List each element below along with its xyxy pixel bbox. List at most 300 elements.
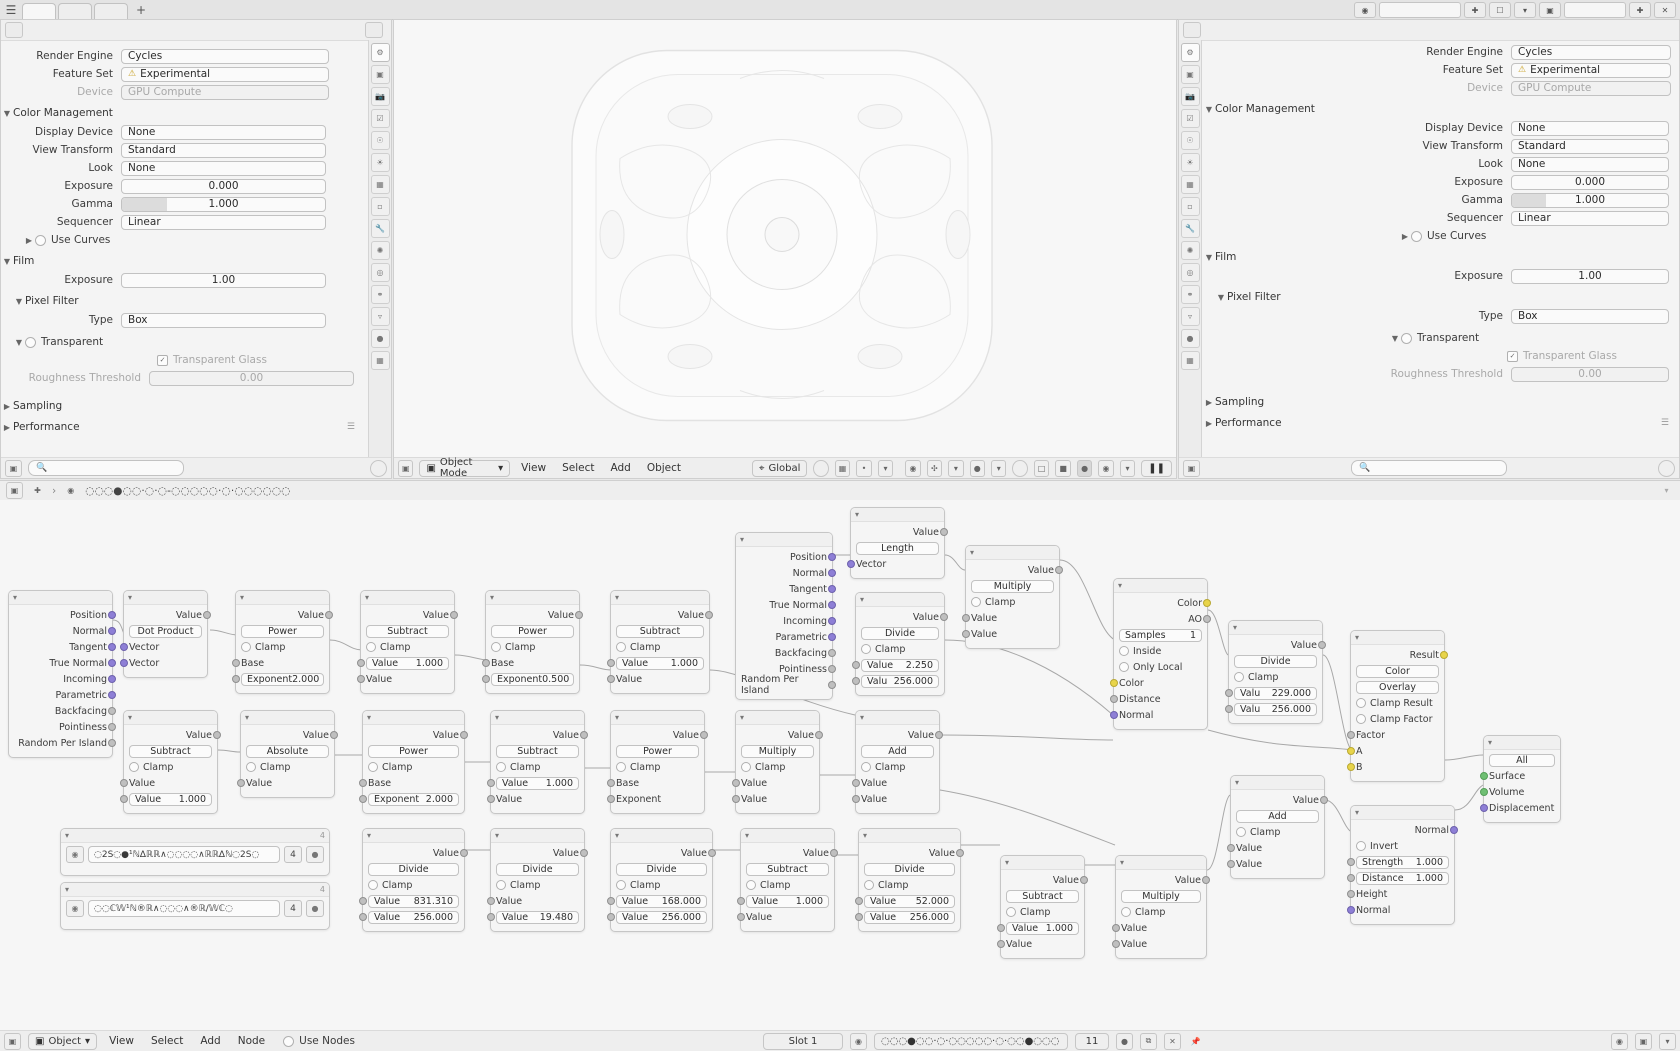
node-header[interactable]: ▾ [856, 593, 944, 607]
operation-dropdown[interactable]: Power [616, 745, 699, 758]
output-socket[interactable] [828, 633, 836, 641]
node-power-4[interactable] [610, 710, 705, 814]
tab-modifier-icon[interactable]: 🔧 [1181, 219, 1200, 238]
transparent-glass-row[interactable] [1203, 348, 1673, 364]
input-socket[interactable] [607, 897, 615, 905]
operation-dropdown[interactable]: Divide [864, 863, 955, 876]
menu-add[interactable]: Add [200, 1035, 221, 1047]
output-socket[interactable] [828, 585, 836, 593]
clamp-toggle[interactable] [746, 878, 829, 892]
properties-search-input[interactable]: 🔍 [1351, 460, 1507, 476]
node-subtract-6[interactable] [1000, 855, 1085, 959]
input-socket[interactable] [852, 677, 860, 685]
clamp-checkbox[interactable] [241, 642, 251, 652]
operation-dropdown[interactable]: Add [861, 745, 934, 758]
input-socket[interactable] [1225, 705, 1233, 713]
clamp-checkbox[interactable] [971, 597, 981, 607]
transparent-section[interactable] [1203, 330, 1673, 346]
transparent-checkbox[interactable] [25, 337, 36, 348]
input-socket[interactable] [1480, 804, 1488, 812]
strength-field[interactable] [1356, 856, 1449, 869]
only-local-checkbox[interactable] [1119, 662, 1129, 672]
clamp-checkbox[interactable] [616, 762, 626, 772]
clamp-toggle[interactable] [616, 878, 707, 892]
tab-view-layer-icon[interactable]: ☑ [1181, 109, 1200, 128]
output-socket[interactable] [708, 849, 716, 857]
tab-object-icon[interactable]: ▫ [1181, 197, 1200, 216]
node-header[interactable]: ▾ [611, 711, 704, 725]
node-power-3[interactable] [362, 710, 465, 814]
value-field[interactable] [496, 777, 579, 790]
exposure-slider[interactable] [1511, 175, 1669, 190]
node-absolute[interactable] [240, 710, 335, 798]
input-socket[interactable] [487, 913, 495, 921]
output-socket[interactable] [108, 707, 116, 715]
clamp-checkbox[interactable] [741, 762, 751, 772]
transparent-glass-checkbox[interactable]: ✓ [1507, 351, 1518, 362]
input-socket[interactable] [607, 659, 615, 667]
output-socket[interactable] [940, 528, 948, 536]
viewport-editor-type-icon[interactable]: ▣ [398, 460, 413, 477]
node-header[interactable]: ▾ [741, 829, 834, 843]
tab-material-icon[interactable]: ● [1181, 329, 1200, 348]
tab-tool-icon[interactable]: ⚙ [1181, 43, 1200, 62]
snap-target-icon[interactable]: ▦ [835, 460, 850, 477]
output-socket[interactable] [1318, 641, 1326, 649]
input-socket[interactable] [487, 779, 495, 787]
node-bump[interactable] [1350, 805, 1455, 925]
film-exposure-field[interactable]: 1.00 [121, 273, 326, 288]
node-header[interactable]: ▾ [1351, 631, 1444, 645]
tab-texture-icon[interactable]: ▦ [371, 351, 390, 370]
pause-render-button[interactable]: ❚❚ [1141, 460, 1172, 477]
performance-options-icon[interactable]: ☰ [1660, 418, 1669, 428]
input-socket[interactable] [1347, 763, 1355, 771]
menu-node[interactable]: Node [237, 1035, 266, 1047]
new-scene-icon[interactable]: ✚ [1464, 2, 1486, 18]
image-name-field[interactable]: ◌◌ℂ𝕎¹ℕ®ℝ∧◌◌◌∧®ℝ/𝕎ℂ◌ [88, 900, 280, 917]
value-field[interactable] [861, 659, 939, 672]
data-type-dropdown[interactable]: Color [1356, 665, 1439, 678]
fake-user-icon[interactable]: ● [1116, 1033, 1133, 1050]
input-socket[interactable] [482, 659, 490, 667]
output-socket[interactable] [828, 553, 836, 561]
pixel-filter-section[interactable] [1203, 289, 1673, 305]
output-socket[interactable] [940, 613, 948, 621]
snap-icon[interactable] [813, 460, 828, 477]
performance-section[interactable] [1203, 415, 1673, 431]
operation-dropdown[interactable]: Multiply [971, 580, 1054, 593]
clamp-checkbox[interactable] [861, 762, 871, 772]
use-curves-row[interactable] [1203, 228, 1673, 244]
node-header[interactable]: ▾ [1231, 776, 1324, 790]
node-multiply-3[interactable] [1115, 855, 1207, 959]
node-header[interactable]: ▾ 4 [61, 883, 329, 897]
output-socket[interactable] [450, 611, 458, 619]
input-socket[interactable] [737, 913, 745, 921]
node-add-2[interactable] [1230, 775, 1325, 879]
pin-icon[interactable]: 📌 [1190, 1036, 1201, 1046]
node-header[interactable]: ▾ [736, 711, 819, 725]
pixel-filter-type-dropdown[interactable]: Box [121, 313, 326, 328]
operation-dropdown[interactable]: Length [856, 542, 939, 555]
input-socket[interactable] [359, 913, 367, 921]
input-socket[interactable] [1480, 788, 1488, 796]
output-socket[interactable] [705, 611, 713, 619]
samples-field[interactable] [1119, 629, 1202, 642]
node-header[interactable]: ▾ [491, 711, 584, 725]
output-socket[interactable] [330, 731, 338, 739]
node-header[interactable]: ▾ [1229, 621, 1322, 635]
input-socket[interactable] [120, 659, 128, 667]
output-socket[interactable] [1450, 826, 1458, 834]
film-exposure-field[interactable]: 1.00 [1511, 269, 1669, 284]
clamp-checkbox[interactable] [491, 642, 501, 652]
add-node-icon[interactable]: ✚ [34, 486, 41, 495]
overlays-icon[interactable]: ● [970, 460, 985, 477]
output-socket[interactable] [935, 731, 943, 739]
node-subtract-1[interactable] [360, 590, 455, 694]
tab-constraints-icon[interactable]: ⚭ [371, 285, 390, 304]
clamp-toggle[interactable] [496, 878, 579, 892]
tab-material-icon[interactable]: ● [371, 329, 390, 348]
menu-add[interactable]: Add [610, 462, 631, 474]
clamp-checkbox[interactable] [616, 880, 626, 890]
input-socket[interactable] [855, 897, 863, 905]
node-header[interactable]: ▾ 4 [61, 829, 329, 843]
menu-select[interactable]: Select [562, 462, 595, 474]
color-management-section[interactable] [1, 105, 359, 121]
node-header[interactable]: ▾ [1116, 856, 1206, 870]
clamp-checkbox[interactable] [1236, 827, 1246, 837]
properties-options-icon[interactable] [370, 460, 387, 477]
node-header[interactable]: ▾ [486, 591, 579, 605]
output-socket[interactable] [1320, 796, 1328, 804]
input-socket[interactable] [855, 913, 863, 921]
output-socket[interactable] [108, 659, 116, 667]
overlay-options-icon[interactable]: ▾ [1659, 1033, 1676, 1050]
color-management-section[interactable] [1203, 101, 1673, 117]
clamp-checkbox[interactable] [1121, 907, 1131, 917]
output-socket[interactable] [828, 601, 836, 609]
input-socket[interactable] [1227, 860, 1235, 868]
node-image-texture-1[interactable] [60, 828, 330, 876]
input-socket[interactable] [1347, 906, 1355, 914]
output-socket[interactable] [828, 665, 836, 673]
shading-material-icon[interactable]: ● [1077, 460, 1092, 477]
clamp-factor-toggle[interactable] [1356, 712, 1439, 726]
input-socket[interactable] [997, 924, 1005, 932]
input-socket[interactable] [1110, 695, 1118, 703]
tab-texture-icon[interactable]: ▦ [1181, 351, 1200, 370]
input-socket[interactable] [359, 897, 367, 905]
output-socket[interactable] [108, 739, 116, 747]
clamp-toggle[interactable] [366, 640, 449, 654]
node-multiply-2[interactable] [735, 710, 820, 814]
inside-checkbox[interactable] [1119, 646, 1129, 656]
device-dropdown[interactable]: GPU Compute [121, 85, 329, 100]
node-header[interactable]: ▾ [363, 829, 464, 843]
shading-options-icon[interactable]: ▾ [1120, 460, 1135, 477]
proportional-edit-icon[interactable]: • [856, 460, 871, 477]
clamp-toggle[interactable] [861, 642, 939, 656]
sampling-section[interactable] [1203, 394, 1673, 410]
value-field[interactable] [1234, 687, 1317, 700]
clamp-toggle[interactable] [241, 640, 324, 654]
operation-dropdown[interactable]: Absolute [246, 745, 329, 758]
operation-dropdown[interactable]: Subtract [129, 745, 212, 758]
clamp-toggle[interactable] [1121, 905, 1201, 919]
only-local-toggle[interactable] [1119, 660, 1202, 674]
output-socket[interactable] [956, 849, 964, 857]
node-subtract-2[interactable] [610, 590, 710, 694]
clamp-toggle[interactable] [1236, 825, 1319, 839]
input-socket[interactable] [1347, 874, 1355, 882]
operation-dropdown[interactable]: Subtract [746, 863, 829, 876]
node-header[interactable]: ▾ [611, 829, 712, 843]
scroll-up-icon[interactable]: ▾ [1664, 486, 1669, 495]
input-socket[interactable] [607, 795, 615, 803]
editor-type-icon[interactable] [1183, 22, 1201, 38]
use-nodes-toggle[interactable] [283, 1033, 355, 1049]
input-socket[interactable] [1347, 747, 1355, 755]
input-socket[interactable] [232, 675, 240, 683]
input-socket[interactable] [487, 795, 495, 803]
input-socket[interactable] [357, 659, 365, 667]
editor-type-icon[interactable] [5, 22, 23, 38]
node-ambient-occlusion[interactable] [1113, 578, 1208, 730]
node-power-2[interactable] [485, 590, 580, 694]
node-header[interactable]: ▾ [9, 591, 112, 605]
workspace-tab-3[interactable] [94, 3, 128, 19]
remove-view-layer-icon[interactable]: ✕ [1654, 2, 1676, 18]
scene-field[interactable] [1379, 2, 1461, 18]
operation-dropdown[interactable]: Power [368, 745, 459, 758]
input-socket[interactable] [1480, 772, 1488, 780]
clamp-toggle[interactable] [368, 760, 459, 774]
node-geometry-mid[interactable] [735, 532, 833, 700]
tab-output-icon[interactable]: 📷 [1181, 87, 1200, 106]
distance-field[interactable] [1356, 872, 1449, 885]
view-transform-dropdown[interactable]: Standard [1511, 139, 1669, 154]
input-socket[interactable] [120, 643, 128, 651]
clamp-toggle[interactable] [129, 760, 212, 774]
exponent-field[interactable] [241, 673, 324, 686]
look-dropdown[interactable]: None [1511, 157, 1669, 172]
output-socket[interactable] [828, 617, 836, 625]
node-multiply-top[interactable] [965, 545, 1060, 649]
transparent-section[interactable] [1, 334, 359, 350]
operation-dropdown[interactable]: Divide [861, 627, 939, 640]
image-users-count[interactable]: 4 [284, 900, 302, 917]
tab-world-icon[interactable]: ☀ [1181, 153, 1200, 172]
use-nodes-checkbox[interactable] [283, 1036, 294, 1047]
output-socket[interactable] [203, 611, 211, 619]
inside-toggle[interactable] [1119, 644, 1202, 658]
menu-view[interactable]: View [521, 462, 547, 474]
node-canvas[interactable] [0, 500, 1680, 1031]
clamp-checkbox[interactable] [616, 642, 626, 652]
node-vector-length[interactable] [850, 507, 945, 579]
film-section[interactable] [1, 253, 359, 269]
tab-render-icon[interactable]: ▣ [1181, 65, 1200, 84]
operation-dropdown[interactable]: Add [1236, 810, 1319, 823]
editor-type-selector[interactable]: ▣ [5, 460, 22, 477]
output-socket[interactable] [1203, 599, 1211, 607]
output-socket[interactable] [108, 611, 116, 619]
input-socket[interactable] [852, 795, 860, 803]
clamp-checkbox[interactable] [496, 762, 506, 772]
menu-select[interactable]: Select [150, 1035, 184, 1047]
node-header[interactable]: ▾ [1001, 856, 1084, 870]
input-socket[interactable] [120, 795, 128, 803]
transparent-checkbox[interactable] [1401, 333, 1412, 344]
tab-modifier-icon[interactable]: 🔧 [371, 219, 390, 238]
operation-dropdown[interactable]: Dot Product [129, 625, 202, 638]
output-socket[interactable] [108, 723, 116, 731]
snap-node-icon[interactable]: ◉ [1611, 1033, 1628, 1050]
clamp-toggle[interactable] [368, 878, 459, 892]
input-socket[interactable] [1112, 940, 1120, 948]
output-socket[interactable] [325, 611, 333, 619]
view-layer-icon[interactable]: ▣ [1539, 2, 1561, 18]
shader-type-selector[interactable] [28, 1033, 97, 1050]
invert-checkbox[interactable] [1356, 841, 1366, 851]
clamp-checkbox[interactable] [368, 880, 378, 890]
node-divide-3[interactable] [362, 828, 465, 932]
node-header[interactable]: ▾ [124, 711, 217, 725]
node-divide-5[interactable] [610, 828, 713, 932]
clamp-toggle[interactable] [971, 595, 1054, 609]
visibility-icon[interactable]: ◉ [905, 460, 920, 477]
mode-selector[interactable] [419, 457, 510, 479]
invert-toggle[interactable] [1356, 839, 1449, 853]
clamp-checkbox[interactable] [746, 880, 756, 890]
render-engine-dropdown[interactable]: Cycles [121, 49, 329, 64]
node-divide-1[interactable] [855, 592, 945, 696]
pixel-filter-section[interactable] [1, 293, 359, 309]
transparent-glass-row[interactable] [1, 352, 359, 368]
workspace-tab-2[interactable] [58, 3, 92, 19]
node-header[interactable]: ▾ [1351, 806, 1454, 820]
slot-selector[interactable]: Slot 1 [763, 1033, 843, 1050]
input-socket[interactable] [359, 795, 367, 803]
output-socket[interactable] [108, 643, 116, 651]
input-socket[interactable] [237, 779, 245, 787]
node-header[interactable]: ▾ [241, 711, 334, 725]
copy-scene-icon[interactable]: ☐ [1489, 2, 1511, 18]
material-browse-icon[interactable]: ◉ [850, 1033, 867, 1050]
value-field[interactable] [746, 895, 829, 908]
input-socket[interactable] [1110, 711, 1118, 719]
operation-dropdown[interactable]: Subtract [496, 745, 579, 758]
input-socket[interactable] [357, 675, 365, 683]
clamp-checkbox[interactable] [864, 880, 874, 890]
value-field[interactable] [129, 793, 212, 806]
value-field[interactable] [366, 657, 449, 670]
input-socket[interactable] [732, 779, 740, 787]
target-dropdown[interactable]: All [1489, 754, 1555, 767]
clamp-toggle[interactable] [616, 760, 699, 774]
menu-object[interactable]: Object [646, 462, 682, 474]
overlay-node-icon[interactable]: ▣ [1635, 1033, 1652, 1050]
tab-output-icon[interactable]: 📷 [371, 87, 390, 106]
value-field[interactable] [368, 895, 459, 908]
node-subtract-5[interactable] [740, 828, 835, 932]
clamp-toggle[interactable] [246, 760, 329, 774]
input-socket[interactable] [852, 661, 860, 669]
overlays-options-icon[interactable]: ▾ [991, 460, 1006, 477]
roughness-threshold-field[interactable]: 0.00 [149, 371, 354, 386]
input-socket[interactable] [359, 779, 367, 787]
tab-view-layer-icon[interactable]: ☑ [371, 109, 390, 128]
input-socket[interactable] [1347, 890, 1355, 898]
node-header[interactable]: ▾ [611, 591, 709, 605]
exponent-field[interactable] [368, 793, 459, 806]
input-socket[interactable] [962, 630, 970, 638]
value-field[interactable] [616, 657, 704, 670]
clamp-result-checkbox[interactable] [1356, 698, 1366, 708]
film-section[interactable] [1203, 249, 1673, 265]
node-header[interactable]: ▾ [363, 711, 464, 725]
operation-dropdown[interactable]: Power [491, 625, 574, 638]
device-dropdown[interactable]: GPU Compute [1511, 81, 1671, 96]
operation-dropdown[interactable]: Divide [368, 863, 459, 876]
operation-dropdown[interactable]: Subtract [616, 625, 704, 638]
clamp-checkbox[interactable] [1006, 907, 1016, 917]
shading-wireframe-icon[interactable]: □ [1034, 460, 1049, 477]
add-workspace-button[interactable]: + [136, 2, 147, 17]
node-header[interactable]: ▾ [851, 508, 944, 522]
node-header[interactable]: ▾ [736, 533, 832, 547]
input-socket[interactable] [1112, 924, 1120, 932]
properties-options-icon[interactable] [1658, 460, 1675, 477]
output-socket[interactable] [213, 731, 221, 739]
render-engine-dropdown[interactable]: Cycles [1511, 45, 1671, 60]
clamp-toggle[interactable] [491, 640, 574, 654]
tab-render-icon[interactable]: ▣ [371, 65, 390, 84]
value-field[interactable] [616, 895, 707, 908]
output-socket[interactable] [830, 849, 838, 857]
output-socket[interactable] [1202, 876, 1210, 884]
operation-dropdown[interactable]: Subtract [366, 625, 449, 638]
node-subtract-4[interactable] [490, 710, 585, 814]
image-users-count[interactable]: 4 [284, 846, 302, 863]
input-socket[interactable] [120, 779, 128, 787]
tab-scene-icon[interactable]: ☉ [1181, 131, 1200, 150]
tab-physics-icon[interactable]: ◎ [1181, 263, 1200, 282]
clamp-checkbox[interactable] [368, 762, 378, 772]
node-divide-2[interactable] [1228, 620, 1323, 724]
input-socket[interactable] [997, 940, 1005, 948]
editor-type-selector[interactable]: ▣ [1183, 460, 1200, 477]
value-field[interactable] [496, 911, 579, 924]
node-header[interactable]: ▾ [859, 829, 960, 843]
scene-icon[interactable]: ◉ [1354, 2, 1376, 18]
clamp-checkbox[interactable] [366, 642, 376, 652]
output-socket[interactable] [108, 627, 116, 635]
node-header[interactable]: ▾ [966, 546, 1059, 560]
feature-set-dropdown[interactable] [121, 67, 329, 82]
clamp-checkbox[interactable] [1234, 672, 1244, 682]
proportional-falloff-icon[interactable]: ▾ [878, 460, 893, 477]
clamp-checkbox[interactable] [246, 762, 256, 772]
tab-collection-icon[interactable]: ▦ [371, 175, 390, 194]
node-header[interactable]: ▾ [1114, 579, 1207, 593]
new-material-icon[interactable]: ⧉ [1140, 1033, 1157, 1050]
node-subtract-3[interactable] [123, 710, 218, 814]
shading-rendered-icon[interactable]: ◉ [1098, 460, 1113, 477]
